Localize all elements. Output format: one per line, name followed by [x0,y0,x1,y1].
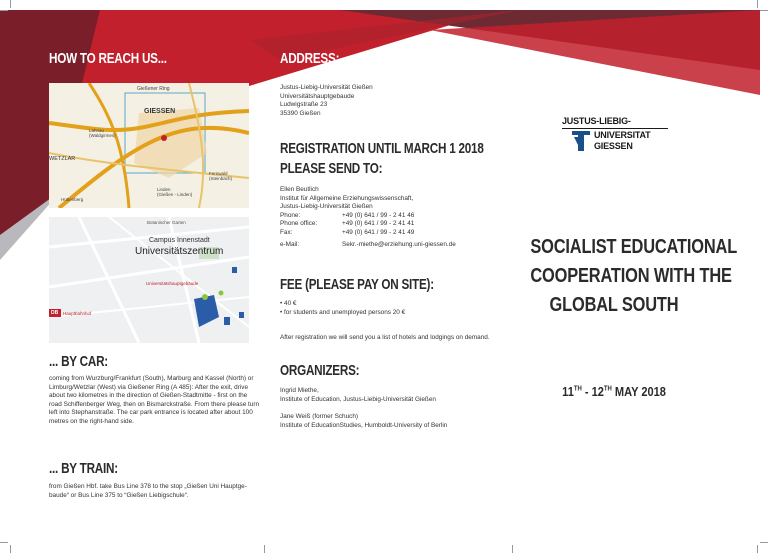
contact-value: +49 (0) 641 / 99 - 2 41 49 [342,228,415,236]
text-line: about two kilometres in the direction of Gießen-Stadtmitte - first on the [49,392,248,400]
contact-row-email [280,241,510,250]
email-link[interactable]: Sekr.-miethe@erziehung.uni-giessen.de [342,240,456,248]
contact-row-phone-office [280,220,510,229]
text-line: Limburg/Wetzlar (West) via Gießener Ring (A 485): After the exit, drive [49,383,249,391]
map-label-campus: Campus Innenstadt [149,237,210,244]
contact-key: Phone: [280,211,301,219]
map-label-fernwald: Fernwald (Steinbach) [209,171,233,181]
title-line-3: GLOBAL SOUTH [549,294,679,316]
event-title [512,233,738,320]
crop-mark [0,542,8,543]
address-line: Universitätshauptgebaude [280,92,355,100]
crop-mark [760,542,768,543]
address-block [280,84,500,118]
how-to-reach-heading: HOW TO REACH US... [49,50,167,67]
event-date [512,384,716,399]
organizer-institution: Institute of EducationStudies, Humboldt-University of Berlin [280,421,448,429]
map-label-linden: Linden (Gießen - Linden) [157,187,193,197]
address-line: Justus-Liebig-Universität Gießen [280,84,373,91]
by-train-text [49,483,264,500]
text-line: metres on the right-hand side. [49,417,134,425]
fee-item: • 40 € [280,300,297,307]
organizers-block [280,387,510,430]
by-car-text [49,375,264,427]
campus-map-graphic [49,217,249,343]
map-label-building: Universitätshauptgebäude [146,281,199,286]
address-line: 35390 Gießen [280,109,321,117]
date-month-year: MAY 2018 [611,384,666,399]
contact-key: Phone office: [280,220,318,228]
contact-block [280,186,510,249]
date-day-start: 11 [562,384,574,399]
text-line: from Gießen Hbf. take Bus Line 378 to the stop „Gießen Uni Hauptge- [49,483,247,490]
by-train-heading: ... BY TRAIN: [49,460,118,477]
region-map-graphic [49,83,249,208]
organizer-name: Ingrid Miethe, [280,387,319,394]
address-line: Ludwigstraße 23 [280,101,328,109]
contact-value: +49 (0) 641 / 99 - 2 41 46 [342,211,415,219]
text-line: coming from Wurzburg/Frankfurt (South), Marburg and Kassel (North) or [49,375,254,382]
logo-line-1: JUSTUS-LIEBIG- [562,116,631,126]
organizers-heading: ORGANIZERS: [280,362,360,379]
crop-mark [512,545,513,553]
region-map [49,83,249,208]
text-line: baude“ or Bus Line 375 to “Gießen Liebigschule“. [49,491,189,499]
crop-mark [264,545,265,553]
logo-line-2: UNIVERSITAT [594,130,651,140]
title-line [530,233,738,320]
fee-item: • for students and unemployed persons 20 € [280,308,406,316]
crop-mark [0,10,8,11]
contact-line: Institut für Allgemeine Erziehungswissenschaft, [280,194,414,202]
map-label-ring: Gießener Ring [137,86,170,92]
organizer-name: Jane Weiß (former Schuch) [280,413,359,421]
map-label-garten: Botanischer Garten [147,220,186,225]
crop-mark [757,545,758,553]
logo-emblem-icon [572,131,590,151]
contact-key: Fax: [280,228,293,236]
contact-line: Ellen Beutlich [280,186,319,193]
text-line: left into Stephanstraße. The car park entrance is located after about 100 [49,409,253,417]
registration-heading: REGISTRATION UNTIL MARCH 1 2018 [280,140,484,157]
crop-mark [760,10,768,11]
map-label-zentrum: Universitätszentrum [135,246,224,257]
logo-line-3: GIESSEN [594,141,633,151]
contact-value: +49 (0) 641 / 99 - 2 41 41 [342,220,415,228]
campus-map [49,217,249,343]
map-label-huttenberg: Hüttenberg [61,197,84,202]
address-heading: ADDRESS: [280,50,340,67]
contact-row-fax [280,229,510,238]
map-label-city: GIESSEN [144,108,176,115]
fee-heading: FEE (PLEASE PAY ON SITE): [280,276,434,293]
logo-rule [562,128,668,129]
university-logo [560,116,680,166]
by-car-heading: ... BY CAR: [49,353,108,370]
contact-row-phone [280,212,510,221]
title-line-1: SOCIALIST EDUCATIONAL [530,236,738,258]
contact-key: e-Mail: [280,240,300,248]
contact-line: Justus-Liebig-Universität Gießen [280,203,373,211]
crop-mark [757,0,758,8]
fee-list [280,300,510,317]
map-label-db: DB [51,310,59,316]
map-label-lahnau: Lahnau (Waldgirmes) [89,128,116,138]
crop-mark [10,545,11,553]
title-line-2: COOPERATION WITH THE [530,265,732,287]
date-suffix: TH [573,385,582,393]
map-label-station: Hauptbahnhof [63,311,92,316]
date-suffix: TH [603,385,612,393]
map-label-wetzlar: WETZLAR [49,156,76,162]
please-send-heading: PLEASE SEND TO: [280,160,383,177]
organizer-institution: Institute of Education, Justus-Liebig-Universität Gießen [280,395,436,403]
crop-mark [10,0,11,8]
text-line: road Schiffenberger Weg, then on Bismarckstraße. From there please turn [49,400,260,408]
fee-note: After registration we will send you a list of hotels and lodgings on demand. [280,334,490,341]
date-day-end: - 12 [581,384,604,399]
